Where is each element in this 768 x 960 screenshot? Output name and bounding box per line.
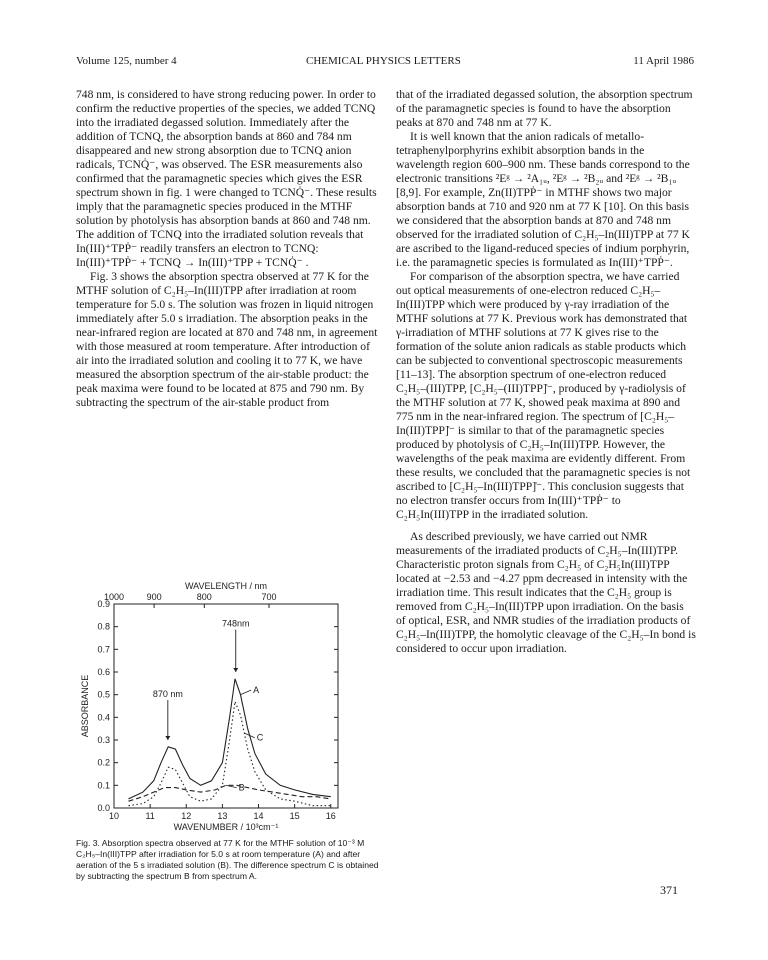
peak-annotation: 748nm <box>221 618 250 629</box>
page-number: 371 <box>660 883 678 897</box>
y-tick-label: 0.3 <box>97 735 110 745</box>
y-tick-label: 0.8 <box>97 621 110 632</box>
paragraph: For comparison of the absorption spectra, we have carried out optical measurements of one-electron reduced C₂H₅–In(III)TPP which were produced by γ-ray irradiation of the MTHF solutions at 77 K. Previous work has demonstrated that γ-irradiation of MTHF solutions at 77 K gives rise to the formation of the solute anion radicals as stable products which can be subjected to conventional spectroscopic measurements [11–13]. The absorption spectrum of one-electron reduced C₂H₅–(III)TPP, [C₂H₅–(III)TPP]̇⁻, produced by γ-radiolysis of the MTHF solution at 77 K, showed peak maxima at 890 and 775 nm in the near-infrared region. The spectrum of [C₂H₅–In(III)TPP]̇⁻ is similar to that of the paramagnetic species produced by photolysis of C₂H₅–In(III)TPP. However, the wavelengths of the peak maxima are evidently different. From these results, we concluded that the paramagnetic species is not ascribed to [C₂H₅–In(III)TPP]̇⁻. This conclusion suggests that no electron transfer occurs from In(III)⁺TPṖ⁻ to C₂H₅In(III)TPP in the irradiated solution. <box>396 270 691 521</box>
x-axis-label: WAVENUMBER / 10³cm⁻¹ <box>173 822 279 832</box>
y-tick-label: 0.0 <box>97 803 110 813</box>
peak-arrowhead <box>165 736 170 740</box>
series-label-b: B <box>238 782 245 793</box>
absorption-spectra-chart <box>76 580 386 836</box>
series-label-leader <box>240 690 251 695</box>
y-tick-label: 0.1 <box>97 780 110 791</box>
running-header <box>76 55 694 69</box>
x2-axis-label: WAVELENGTH / nm <box>184 581 268 591</box>
x-tick-label: 14 <box>253 811 264 821</box>
x-tick-label: 12 <box>181 811 192 821</box>
x2-tick-label: 900 <box>146 592 162 602</box>
y-tick-label: 0.7 <box>97 644 110 655</box>
paragraph: that of the irradiated degassed solution, the absorption spectrum of the paramagnetic species is found to have the absorption peaks at 870 and 748 nm at 77 K. <box>396 88 693 129</box>
x-tick-label: 11 <box>145 811 155 821</box>
journal-title: CHEMICAL PHYSICS LETTERS <box>306 55 461 67</box>
left-column <box>76 88 382 410</box>
y-tick-label: 0.5 <box>97 689 110 700</box>
x-tick-label: 13 <box>217 811 228 821</box>
paragraph: Fig. 3 shows the absorption spectra observed at 77 K for the MTHF solution of C₂H₅–In(III)TPP after irradiation at room temperature for 5.0 s. The solution was frozen in liquid nitrogen immediately after 5.0 s irradiation. The absorption peaks in the near-infrared region are located at 870 and 748 nm, in agreement with those measured at room temperature. After introduction of air into the irradiated solution and cooling it to 77 K, we have measured the absorption spectrum of the air-stable product: the peak maxima were found to be located at 875 and 790 nm. By subtracting the spectrum of the air-stable product from <box>76 270 378 409</box>
figure-caption: Fig. 3. Absorption spectra observed at 77 K for the MTHF solution of 10⁻³ M C₂H₅–In(III)TPP after irradiation for 5.0 s at room temperature (A) and after aeration of the 5 s irradiated solution (B). The difference spectrum C is obtained by subtracting the spectrum B from spectrum A. <box>76 838 379 881</box>
x2-tick-label: 800 <box>196 592 212 602</box>
x2-tick-label: 700 <box>261 592 277 602</box>
paragraph: As described previously, we have carried out NMR measurements of the irradiated products of C₂H₅–In(III)TPP. Characteristic proton signals from C₂H₅ of C₂H₅In(III)TPP located at −2.53 and −4.27 ppm decreased in intensity with the irradiation time. This result indicates that the C₂H₅ group is removed from C₂H₅–In(III)TPP upon irradiation. On the basis of optical, ESR, and NMR studies of the irradiation products of C₂H₅–In(III)TPP, the homolytic cleavage of the C₂H₅–In bond is considered to occur upon irradiation. <box>396 530 696 655</box>
series-b-line <box>129 782 331 801</box>
x-tick-label: 15 <box>289 811 300 821</box>
issue-date: 11 April 1986 <box>633 55 694 67</box>
y-tick-label: 0.6 <box>97 667 110 677</box>
journal-volume: Volume 125, number 4 <box>76 55 177 67</box>
y-axis-label: ABSORBANCE <box>80 674 90 738</box>
peak-annotation: 870 nm <box>152 688 183 699</box>
y-tick-label: 0.2 <box>97 757 110 768</box>
y-tick-label: 0.4 <box>97 712 110 723</box>
paragraph: 748 nm, is considered to have strong reducing power. In order to confirm the reductive properties of the species, we added TCNQ into the irradiated degassed solution. Immediately after the addition of TCNQ, the absorption bands at 860 and 784 nm disappeared and new strong absorption due to TCNQ anion radicals, TCNQ̇⁻, was observed. The ESR measurements also confirmed that the paramagnetic species which gives the ESR spectrum shown in fig. 1 were changed to TCNQ̇⁻. These results imply that the paramagnetic species produced in the MTHF solution by photolysis has absorption bands at 860 and 748 nm. The addition of TCNQ into the irradiated solution reveals that In(III)⁺TPṖ⁻ readily transfers an electron to TCNQ: <box>76 88 377 255</box>
figure-3 <box>76 580 386 841</box>
paragraph: It is well known that the anion radicals of metallo-tetraphenylporphyrins exhibit absorption bands in the wavelength region 600–900 nm. These bands correspond to the electronic transitions ²Eᵍ → ²A₁ᵤ, ²Eᵍ → ²B₂ᵤ and ²Eᵍ → ²B₁ᵤ [8,9]. For example, Zn(II)TPṖ⁻ in MTHF shows two major absorption bands at 710 and 920 nm at 77 K [10]. On this basis we considered that the absorption bands at 870 and 748 nm observed for the irradiated solution of C₂H₅–In(III)TPP at 77 K are ascribed to the ligand-reduced species of indium porphyrin, i.e. the paramagnetic species is formulated as In(III)⁺TPṖ⁻. <box>396 130 690 269</box>
series-label-a: A <box>253 685 260 696</box>
plot-frame <box>114 604 338 808</box>
x2-tick-label: 1000 <box>103 592 125 602</box>
series-label-c: C <box>256 732 264 743</box>
equation: In(III)⁺TPṖ⁻ + TCNQ → In(III)⁺TPP + TCNQ̇⁻ . <box>76 256 309 269</box>
x-tick-label: 16 <box>325 811 336 821</box>
right-column <box>396 88 696 656</box>
y-tick-label: 0.9 <box>97 599 110 609</box>
x-tick-label: 10 <box>108 811 120 821</box>
peak-arrowhead <box>233 668 238 672</box>
